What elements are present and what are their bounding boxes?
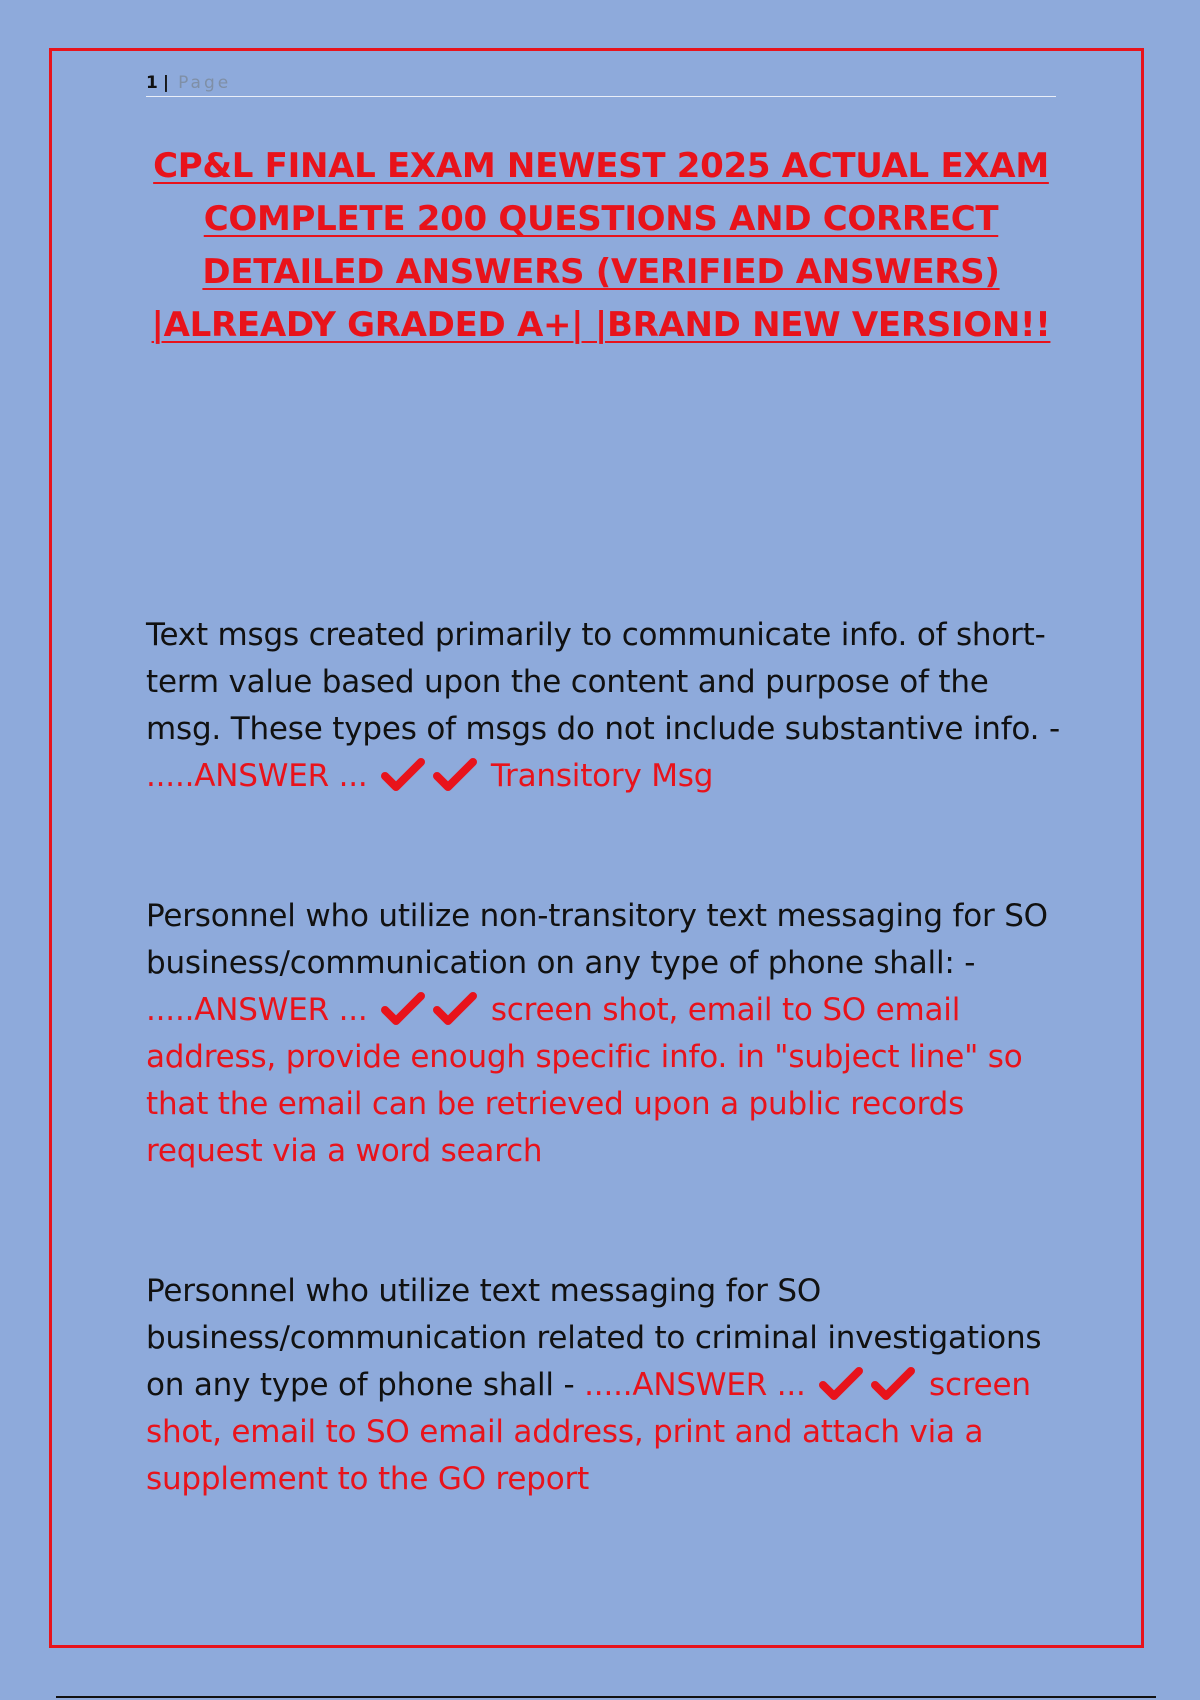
qa-item-1 (146, 612, 1066, 800)
question-text: Personnel who utilize non-transitory text messaging for SO business/communication on any type of phone shall: - (146, 898, 1048, 981)
answer-text: screen shot, email to SO email address, print and attach via a supplement to the GO report (146, 1367, 1031, 1497)
document-title: CP&L FINAL EXAM NEWEST 2025 ACTUAL EXAM COMPLETE 200 QUESTIONS AND CORRECT DETAILED ANSWERS (VERIFIED ANSWERS) |ALREADY GRADED A+| |BRAND NEW VERSION!! (151, 146, 1051, 345)
check-icon (433, 992, 477, 1026)
footer-divider (56, 1696, 1156, 1698)
answer-marker: .....ANSWER ... (146, 992, 368, 1028)
check-icon (381, 992, 425, 1026)
answer-marker: .....ANSWER ... (146, 758, 368, 794)
qa-item-3 (146, 1268, 1066, 1503)
answer-text: screen shot, email to SO email address, provide enough specific info. in "subject line" so that the email can be retrieved upon a public records request via a word search (146, 992, 1023, 1169)
page-header (146, 70, 1056, 97)
qa-item-2 (146, 893, 1066, 1175)
check-icon (871, 1367, 915, 1401)
check-icon (433, 758, 477, 792)
check-icon (819, 1367, 863, 1401)
question-text: Text msgs created primarily to communicate info. of short-term value based upon the content and purpose of the msg. These types of msgs do not include substantive info. - (146, 617, 1060, 747)
header-separator: | (162, 73, 173, 93)
page-label: Page (178, 73, 232, 93)
answer-marker: .....ANSWER ... (584, 1367, 806, 1403)
check-icon (381, 758, 425, 792)
answer-text: Transitory Msg (490, 758, 714, 794)
question-text: Personnel who utilize text messaging for SO business/communication related to criminal investigations on any type of phone shall - (146, 1273, 1042, 1403)
page-number: 1 (146, 73, 159, 93)
